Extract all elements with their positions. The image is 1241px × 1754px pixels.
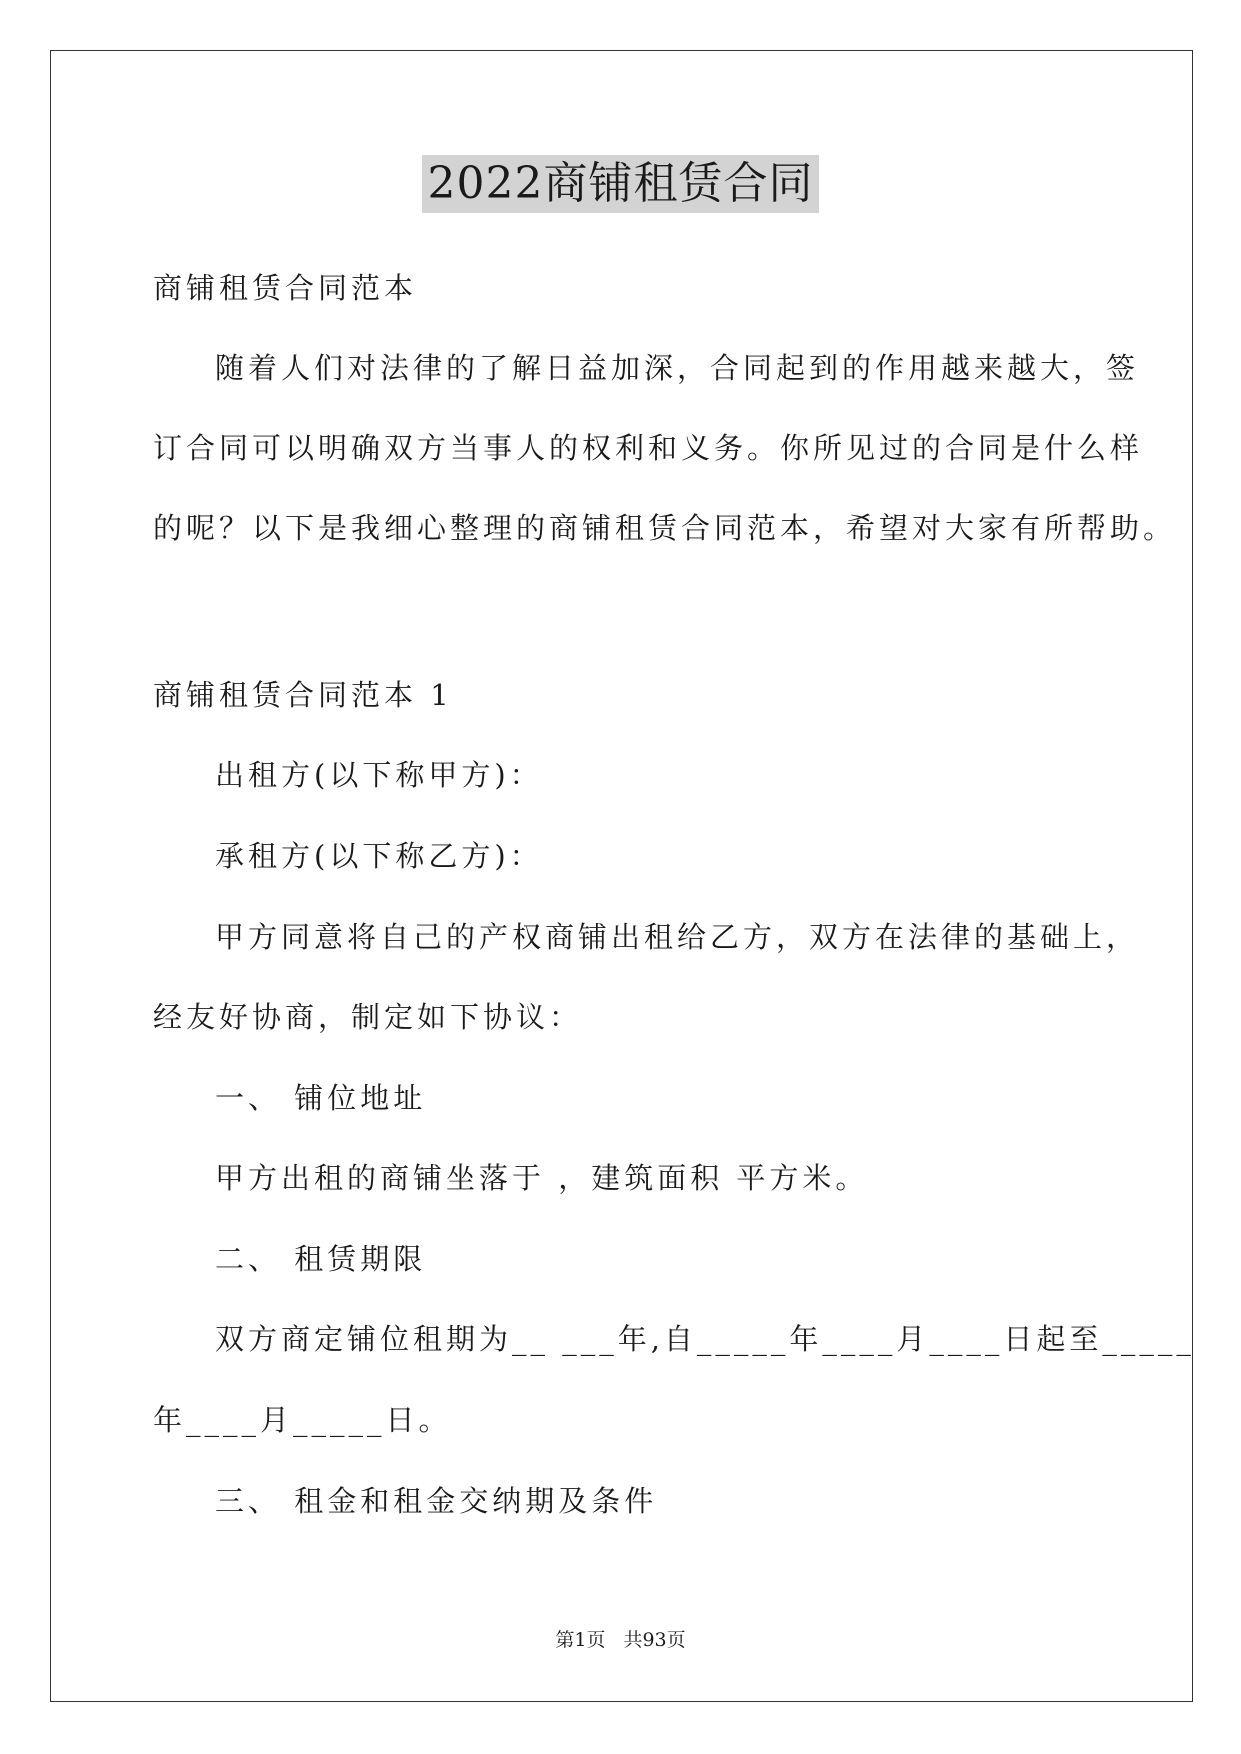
section-heading: 商铺租赁合同范本 (153, 271, 418, 305)
page-total: 共93页 (623, 1629, 686, 1651)
paragraph-line: 双方商定铺位租期为__ ___年,自_____年____月____日起至_____ (215, 1322, 1195, 1356)
paragraph-line: 订合同可以明确双方当事人的权利和义务。你所见过的合同是什么样 (153, 431, 1144, 465)
document-title: 2022商铺租赁合同 (422, 155, 820, 213)
paragraph-line: 甲方同意将自己的产权商铺出租给乙方，双方在法律的基础上， (215, 920, 1140, 954)
lessor-line: 出租方(以下称甲方)： (215, 758, 543, 792)
paragraph-line: 年____月_____日。 (153, 1403, 452, 1437)
section-heading: 商铺租赁合同范本 1 (153, 678, 453, 712)
title-container (0, 155, 1241, 213)
clause-heading: 二、 租赁期限 (215, 1242, 427, 1276)
clause-heading: 三、 租金和租金交纳期及条件 (215, 1484, 658, 1518)
paragraph-line: 甲方出租的商铺坐落于 ，建筑面积 平方米。 (215, 1161, 869, 1195)
paragraph-line: 随着人们对法律的了解日益加深，合同起到的作用越来越大，签 (215, 351, 1140, 385)
paragraph-line: 经友好协商，制定如下协议： (153, 1000, 583, 1034)
lessee-line: 承租方(以下称乙方)： (215, 839, 543, 873)
page-footer (0, 1628, 1241, 1652)
paragraph-line: 的呢？以下是我细心整理的商铺租赁合同范本，希望对大家有所帮助。 (153, 511, 1177, 545)
clause-heading: 一、 铺位地址 (215, 1081, 427, 1115)
page-number: 第1页 (555, 1629, 606, 1651)
